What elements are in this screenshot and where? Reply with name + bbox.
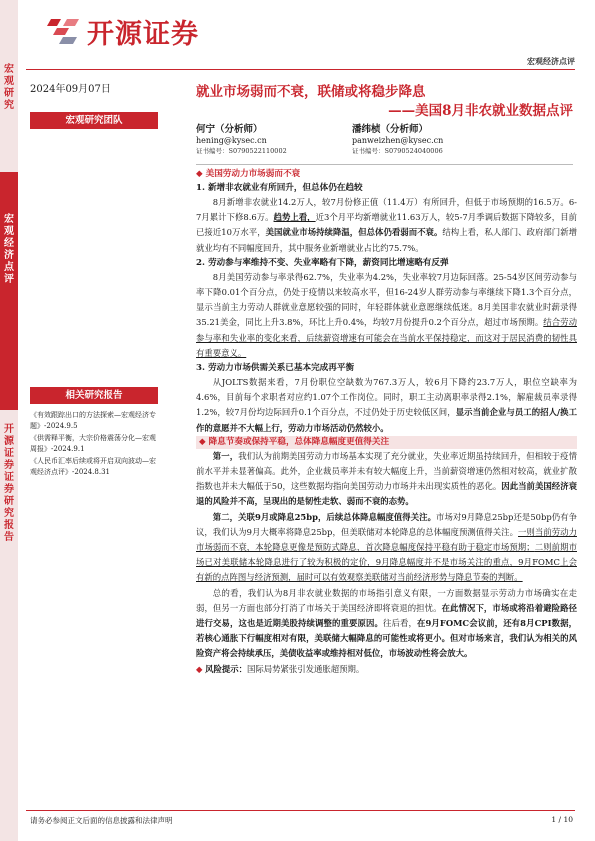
- header-divider: [26, 69, 575, 70]
- report-title: 就业市场弱而不衰，联储或将稳步降息: [196, 84, 426, 100]
- subsection-heading: 2. 劳动参与率维持不变、失业率略有下降，薪资同比增速略有反弹: [196, 257, 449, 268]
- side-strip: [0, 0, 18, 841]
- analyst-divider: [196, 164, 573, 165]
- section-heading: ◆ 降息节奏或保持平稳，总体降息幅度更值得关注: [196, 436, 577, 449]
- report-subtitle: ——美国8月非农就业数据点评: [388, 103, 573, 119]
- side-label-top: 宏观研究: [4, 64, 14, 111]
- subsection-heading: 3. 劳动力市场供需关系已基本完成再平衡: [196, 363, 355, 374]
- report-body: [196, 168, 577, 677]
- paragraph: 从JOLTS数据来看，7月份职位空缺数为767.3万人，较6月下降约23.7万人，职位空缺率为4.6%，目前每个求职者对应约1.07个工作岗位。同时，职工主动离职率录得2.1%，解雇裁员率录得1.2%，较7月份均边际回升0.1个百分点，不过仍处于历史较低区间，显示当前企业与员工的招人/换工作的意愿并不大幅上行，劳动力市场活动仍然较小。: [196, 377, 577, 433]
- brand-name: 开源证券: [87, 18, 199, 50]
- analyst-cert: 证书编号：S0790524040006: [352, 147, 443, 155]
- document-type: 宏观经济点评: [527, 56, 575, 66]
- side-strip-highlight: [0, 172, 18, 410]
- subsection-heading: 1. 新增非农就业有所回升，但总体仍在趋较: [196, 183, 363, 193]
- footer-divider: [26, 810, 575, 811]
- side-label-bottom: 开源证券 证券研究报告: [4, 424, 14, 543]
- analyst-card: [196, 124, 287, 157]
- related-research-list: [30, 410, 160, 479]
- analyst-email[interactable]: panweizhen@kysec.cn: [352, 136, 444, 145]
- research-team-label: 宏观研究团队: [30, 112, 158, 129]
- paragraph: 总的看，我们认为8月非农就业数据的市场指引意义有限，一方面数据显示劳动力市场确实在走弱，但另一方面也部分打消了市场关于美国经济即将衰退的担忧。在此情况下，市场或将沿着避险路径进行交易，这也是近期美股持续调整的重要原因。往后看，在9月FOMC会议前，还有8月CPI数据，若核心通胀下行幅度相对有限，美联储大幅降息的可能性或将更小。但对市场来言，我们认为相关的风险资产将会持续承压，美债收益率或维持相对低位，市场波动性将会放大。: [196, 587, 578, 659]
- risk-warning: ◆ 风险提示：国际局势紧张引发通胀超预期。: [196, 663, 365, 674]
- analyst-name: 潘纬桢（分析师）: [352, 124, 429, 135]
- side-label-middle: 宏观经济点评: [4, 214, 14, 285]
- analyst-name: 何宁（分析师）: [196, 124, 263, 135]
- section-heading: ◆ 美国劳动力市场弱而不衰: [196, 169, 301, 179]
- paragraph: 第一，我们认为前期美国劳动力市场基本实现了充分就业，失业率近期虽持续回升，但相较于疫情前水平并未显著偏高。此外，企业裁员率并未有较大幅度上升，当前薪资增速仍然相对较高，就业扩散指数也并未大幅低于50，这些数据均指向美国劳动力市场并未出现实质性的恶化。因此当前美国经济衰退的风险并不高，呈现出的是韧性走软、弱而不衰的态势。: [196, 450, 578, 507]
- analyst-cert: 证书编号：S0790522110002: [196, 147, 287, 155]
- related-report-link[interactable]: 《人民币汇率后续或将开启双向波动—宏观经济点评》-2024.8.31: [30, 457, 156, 476]
- logo-mark-icon: [47, 16, 81, 46]
- paragraph: 8月新增非农就业14.2万人，较7月份修正值（11.4万）有所回升，但低于市场预期的16.5万。6-7月累计下修8.6万。趋势上看，近3个月平均新增就业11.63万人，较5-7月季调后数据下降较多，目前已接近10万水平，美国就业市场持续降温，但总体仍看弱而不衰。结构上看，私人部门、政府部门新增就业均有不同幅度回升，其中服务业新增就业占比约75.7%。: [196, 197, 577, 253]
- footer-disclaimer: 请务必参阅正文后面的信息披露和法律声明: [30, 816, 173, 825]
- page-number: 1 / 10: [551, 815, 573, 824]
- report-date: 2024年09月07日: [30, 84, 111, 95]
- related-research-label: 相关研究报告: [30, 387, 158, 404]
- brand-logo: [47, 14, 199, 48]
- paragraph: 8月美国劳动参与率录得62.7%，失业率为4.2%，失业率较7月边际回落。25-54岁区间劳动参与率下降0.01个百分点，仍处于疫情以来较高水平，但16-24岁人群劳动参与率继续下降1.3个百分点，显示当前主力劳动人群就业意愿较强的同时，年轻群体就业意愿继续低迷。8月美国非农就业时薪录得35.21美金，同比上升3.8%，环比上升0.4%，均较7月份提升0.2个百分点，超过市场预期。结合劳动参与率和失业率的变化来看，后续薪资增速有可能会在当前水平保持稳定，而这对于居民消费的韧性具有重要意义。: [196, 271, 577, 358]
- related-report-link[interactable]: 《供需释平衡，大宗价格震荡分化—宏观周报》-2024.9.1: [30, 434, 156, 453]
- analyst-email[interactable]: hening@kysec.cn: [196, 136, 267, 145]
- paragraph: 第二，关联9月或降息25bp，后续总体降息幅度值得关注。市场对9月降息25bp还是50bp仍有争议，我们认为9月大概率将降息25bp，但美联储对本轮降息的总体幅度预测值得关注。一则当前劳动力市场弱而不衰，本轮降息更像是预防式降息，首次降息幅度保持平稳有助于稳定市场预期；二则前期市场已对美联储本轮降息进行了较为积极的定价，9月降息幅度并不是市场关注的重点，9月FOMC上会有新的点阵图与经济预测，届时可以有效观察美联储对当前经济形势与降息节奏的判断。: [196, 511, 577, 583]
- analyst-card: [352, 124, 443, 157]
- related-report-link[interactable]: 《有效跟踪出口的方法探索—宏观经济专题》-2024.9.5: [30, 411, 156, 430]
